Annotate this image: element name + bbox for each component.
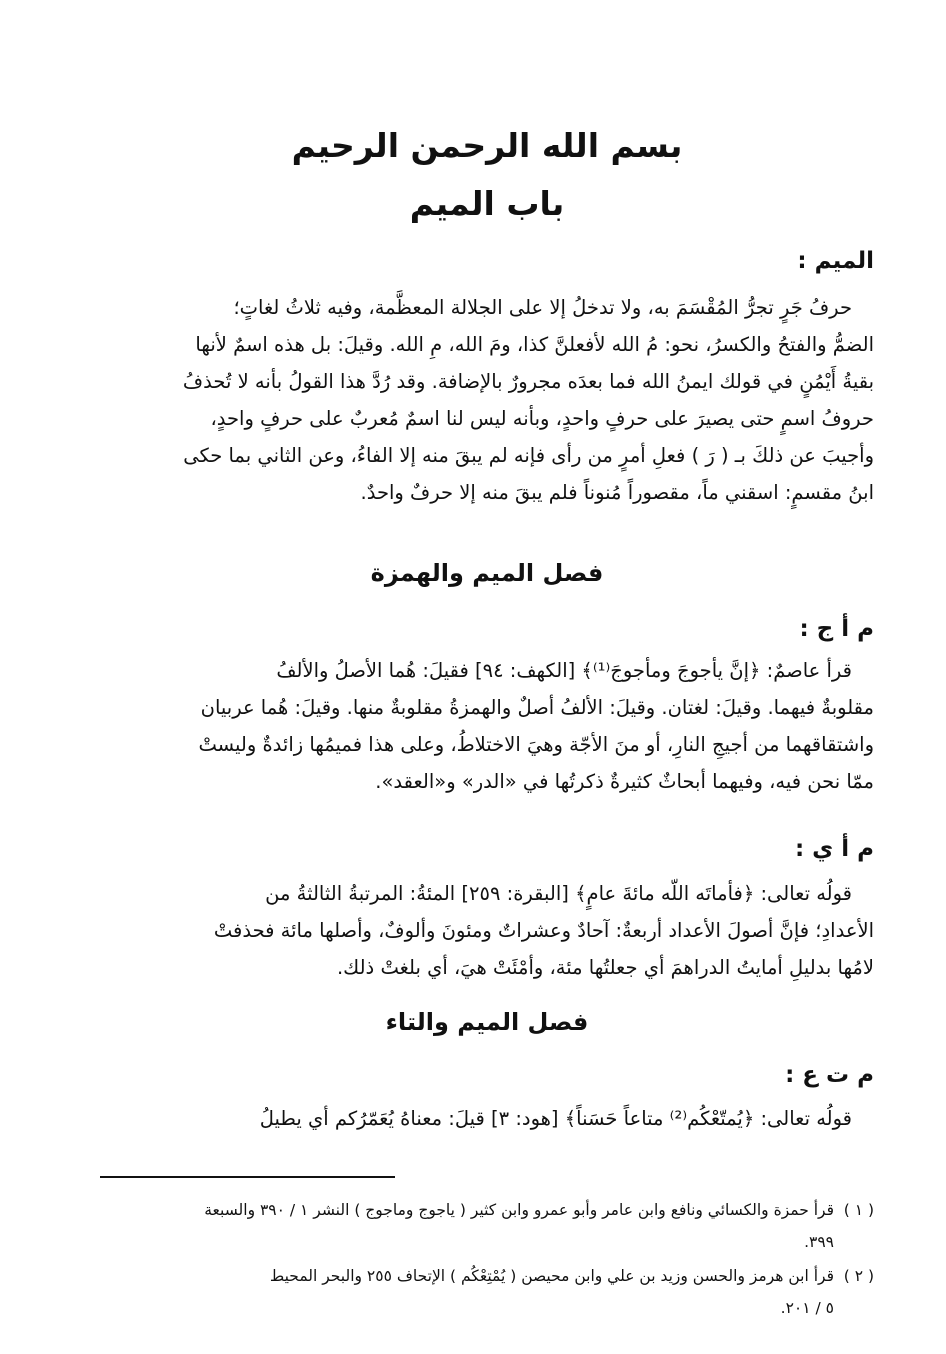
chapter-title: باب الميم [409, 184, 565, 223]
body-line: قرأ عاصمٌ: ﴿إنَّ يأجوجَ ومأجوجَ⁽¹⁾﴾ [الكهف: ٩٤] فقيلَ: هُما الأصلُ والألفُ [276, 659, 852, 682]
entry-body-mim [100, 289, 874, 511]
body-line: الضمُّ والفتحُ والكسرُ، نحو: مُ الله لأفعلنَّ كذا، ومَ الله، مِ الله. وقيلَ: بل هذه اسمٌ لأنها [195, 333, 874, 356]
entry-body-m-t-a [100, 1100, 874, 1137]
body-line: قولُه تعالى: ﴿يُمتّعْكُم⁽²⁾ متاعاً حَسَناً﴾ [هود: ٣] قيلَ: معناهُ يُعَمّرُكم أي يطيلُ [259, 1107, 852, 1130]
section-heading-mim-ta: فصل الميم والتاء [385, 1008, 589, 1036]
entry-body-m-a-y [100, 875, 874, 986]
footnote-number: ( ٢ ) [843, 1267, 874, 1285]
entry-body-m-a-j [100, 652, 874, 800]
section-heading-mim-hamza: فصل الميم والهمزة [370, 559, 604, 587]
footnote-text: قرأ ابن هرمز والحسن وزيد بن علي وابن محيصن ( يُمْتِعْكُم ) الإتحاف ٢٥٥ والبحر المحيط [269, 1267, 834, 1285]
body-line: حروفُ اسمٍ حتى يصيرَ على حرفٍ واحدٍ، وبأنه ليس لنا اسمٌ مُعربٌ على حرفٍ واحدٍ، [210, 407, 874, 430]
footnote-number: ( ١ ) [843, 1201, 874, 1219]
entry-heading-mim: الميم : [797, 248, 874, 274]
entry-heading-m-t-a: م ت ع : [785, 1062, 874, 1088]
footnote-text: قرأ حمزة والكسائي ونافع وابن عامر وأبو عمرو وابن كثير ( ياجوج وماجوج ) النشر ١ / ٣٩٠ والسبعة [204, 1201, 834, 1219]
body-line: ابنُ مقسمٍ: اسقني ماً، مقصوراً مُنوناً فلم يبقَ منه إلا حرفٌ واحدٌ. [360, 481, 874, 504]
entry-heading-m-a-y: م أ ي : [794, 836, 874, 862]
body-line: قولُه تعالى: ﴿فأماتَه اللّه مائةَ عامٍ﴾ [البقرة: ٢٥٩] المئةُ: المرتبةُ الثالثةُ من [265, 882, 852, 905]
book-page [100, 0, 874, 1354]
footnote-text: ٣٩٩. [804, 1233, 834, 1251]
body-line: بقيةُ أَيْمُنٍ في قولك ايمنُ الله فما بعدَه مجرورٌ بالإضافة. وقد رُدَّ هذا القولُ بأنه لا تُحذفُ [182, 370, 874, 393]
body-line: ممّا نحن فيه، وفيهما أبحاثٌ كثيرةٌ ذكرتُها في «الدر» و«العقد». [375, 770, 874, 793]
body-line: لامُها بدليلِ أمايتُ الدراهمَ أي جعلتُها مئة، وأمْئَتْ هيَ، أي بلغتْ ذلك. [336, 956, 874, 979]
body-line: حرفُ جَرٍ تجرُّ المُقْسَمَ به، ولا تدخلُ إلا على الجلالة المعظَّمة، وفيه ثلاثُ لغاتٍ؛ [233, 296, 852, 319]
footnote-text: ٥ / ٢٠١. [780, 1299, 834, 1317]
body-line: مقلوبةٌ فيهما. وقيلَ: لغتان. وقيلَ: الألفُ أصلٌ والهمزةُ مقلوبةٌ منها. وقيلَ: هُما عربيان [200, 696, 874, 719]
body-line: وأجيبَ عن ذلكَ بـ ( رَ ) فعلِ أمرٍ من رأى فإنه لم يبقَ منه إلا الفاءُ، وعن الثاني بما حكى [183, 444, 874, 467]
footnote-2 [100, 1260, 874, 1324]
basmala-heading: بسم الله الرحمن الرحيم [291, 126, 683, 165]
body-line: الأعدادِ؛ فإنَّ أصولَ الأعداد أربعةٌ: آحادٌ وعشراتٌ ومئونَ وألوفٌ، وأصلها مائة فحذفتْ [213, 919, 874, 942]
footnote-1 [100, 1194, 874, 1258]
body-line: واشتقاقهما من أجيجِ النارِ، أو منَ الأجّة وهيَ الاختلاطُ، وعلى هذا فميمُها زائدةٌ وليستْ [198, 733, 874, 756]
entry-heading-m-a-j: م أ ج : [799, 616, 874, 642]
footnote-separator [100, 1176, 395, 1178]
